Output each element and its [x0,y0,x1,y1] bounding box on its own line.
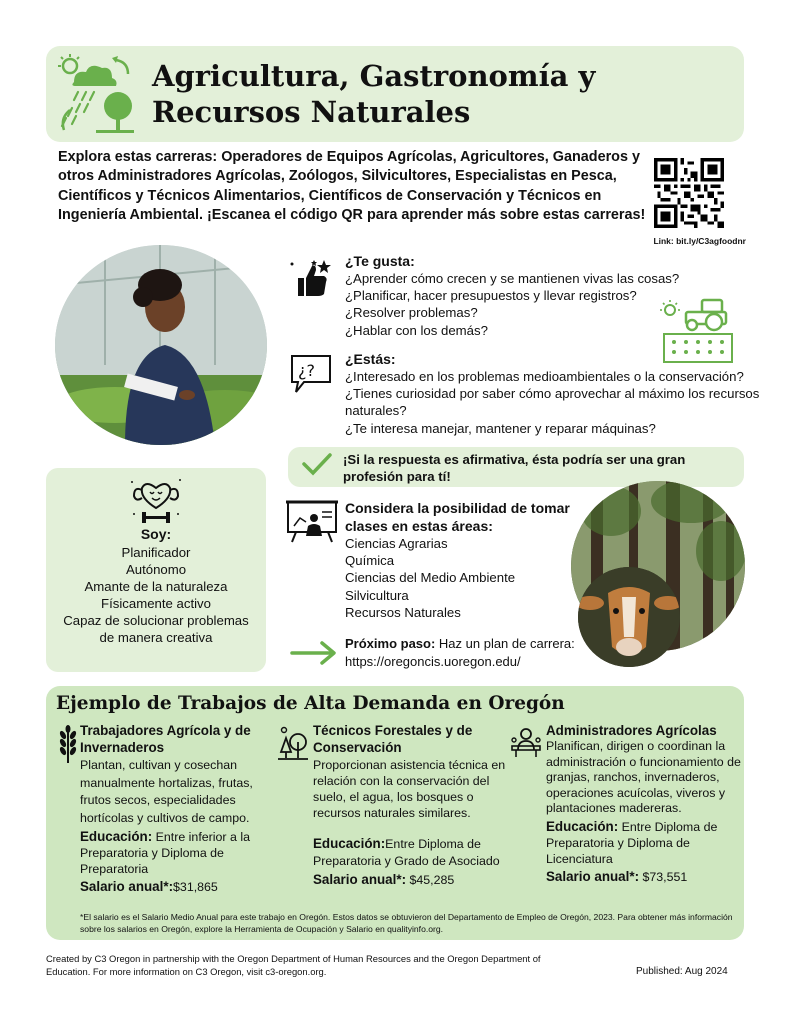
education-label: Educación: [80,829,153,844]
list-item: Capaz de solucionar problemas de manera creativa [63,613,249,645]
list-item: Planificador [121,545,191,560]
education-value: Entre Diploma de Preparatoria y Grado de Asociado [313,837,500,868]
list-item: ¿Interesado en los problemas medioambientales o la conservación? [345,369,744,384]
soy-list [56,544,256,646]
question-bubble-icon [290,354,332,394]
qr-link[interactable]: Link: bit.ly/C3agfoodnr [653,236,746,246]
list-item: ¿Aprender cómo crecen y se mantienen vivas las cosas? [345,271,680,286]
job-title: Trabajadores Agrícola y de Invernaderos [80,723,251,755]
weather-tree-icon [56,52,136,136]
list-item: Silvicultura [345,587,409,603]
forest-trees-icon [278,726,308,762]
salary-value: $45,285 [406,873,455,887]
career-plan-link[interactable]: https://oregoncis.uoregon.edu/ [345,654,521,669]
checkmark-icon [302,452,332,476]
salary-footnote: *El salario es el Salario Medio Anual para este trabajo en Oregón. Estos datos se obtuvieron del Departamento de Empleo de Oregón, 2023. Para obtener más información sobre los salarios en Oregón, explore la Herramienta de Ocupación y Salario en qualityinfo.org. [80,912,733,934]
greenhouse-photo [55,245,267,445]
job-card [313,722,513,888]
job-card [546,722,742,885]
list-item: Autónomo [125,562,187,577]
classes-section [345,499,585,621]
qr-code[interactable] [654,158,724,228]
education-label: Educación: [313,836,386,851]
page-title: Agricultura, Gastronomía y Recursos Naturales [152,59,596,129]
job-title: Administradores Agrícolas [546,723,717,738]
job-description: Proporcionan asistencia técnica en relación con la conservación del suelo, el agua, los bosques o recursos naturales similares. [313,758,506,820]
likes-title: ¿Te gusta: [345,253,415,269]
salary-label: Salario anual*: [80,879,174,894]
farm-manager-icon [510,726,542,758]
job-description: Plantan, cultivan y cosechan manualmente hortalizas, frutas, frutos secos, especialidades hortícolas y cultivos de campo. [80,758,253,825]
list-item: ¿Hablar con los demás? [345,322,488,338]
credits: Created by C3 Oregon in partnership with the Oregon Department of Human Resources and the Oregon Department of Education. For more information on C3 Oregon, visit c3-oregon.org. [46,953,541,977]
list-item: ¿Resolver problemas? [345,305,478,321]
list-item: ¿Tienes curiosidad por saber cómo aprovechar al máximo los recursos naturales? [345,386,760,419]
education-value: Entre Diploma de Preparatoria y Diploma de Licenciatura [546,819,718,866]
job-description: Planifican, dirigen o coordinan la administración o funcionamiento de granjas, ranchos, invernaderos, operaciones acuícolas, viveros y plantaciones madereras. [546,739,741,816]
list-item: Recursos Naturales [345,604,461,620]
salary-label: Salario anual*: [546,868,640,884]
classes-title: Considera la posibilidad de tomar clases en estas áreas: [345,500,570,534]
list-item: Ciencias Agrarias [345,536,448,551]
next-step-text: Haz un plan de carrera: [435,636,575,651]
presentation-board-icon [286,500,338,544]
are-section [345,351,775,437]
job-title: Técnicos Forestales y de Conservación [313,723,473,755]
answer-text: ¡Si la respuesta es afirmativa, ésta podría ser una gran profesión para tí! [343,452,686,484]
are-title: ¿Estás: [345,351,396,367]
wheat-icon [58,725,78,763]
job-card [80,722,280,895]
intro-paragraph: Explora estas carreras: Operadores de Equipos Agrícolas, Agricultores, Ganaderos y otros Administradores Agrícolas, Zoólogos, Silvicultores, Especialistas en Pesca, Científicos y Técnicos Alimentarios, Científicos de Conservación y Técnicos en Ingeniería Ambiental. ¡Escanea el código QR para aprender más sobre estas carreras! [58,149,646,224]
published-date: Published: Aug 2024 [636,966,728,977]
thumbs-up-stars-icon [288,258,332,298]
jobs-title: Ejemplo de Trabajos de Alta Demanda en Oregón [56,693,565,714]
list-item: ¿Planificar, hacer presupuestos y llevar registros? [345,288,637,304]
arrow-right-icon [290,640,338,666]
list-item: Química [345,553,395,569]
heart-muscle-icon [128,476,184,526]
list-item: Ciencias del Medio Ambiente [345,570,516,586]
salary-value: $31,865 [173,880,218,894]
next-step-label: Próximo paso: [345,636,436,651]
salary-label: Salario anual*: [313,872,407,887]
list-item: ¿Te interesa manejar, mantener y reparar máquinas? [345,420,656,436]
svg-text:¿?: ¿? [298,361,315,380]
list-item: Amante de la naturaleza [84,579,228,594]
education-label: Educación: [546,818,619,834]
salary-value: $73,551 [639,869,688,884]
next-step [345,635,605,671]
education-value: Entre inferior a la Preparatoria y Diploma de Preparatoria [80,830,250,876]
soy-title: Soy: [140,526,172,542]
list-item: Físicamente activo [101,596,211,611]
